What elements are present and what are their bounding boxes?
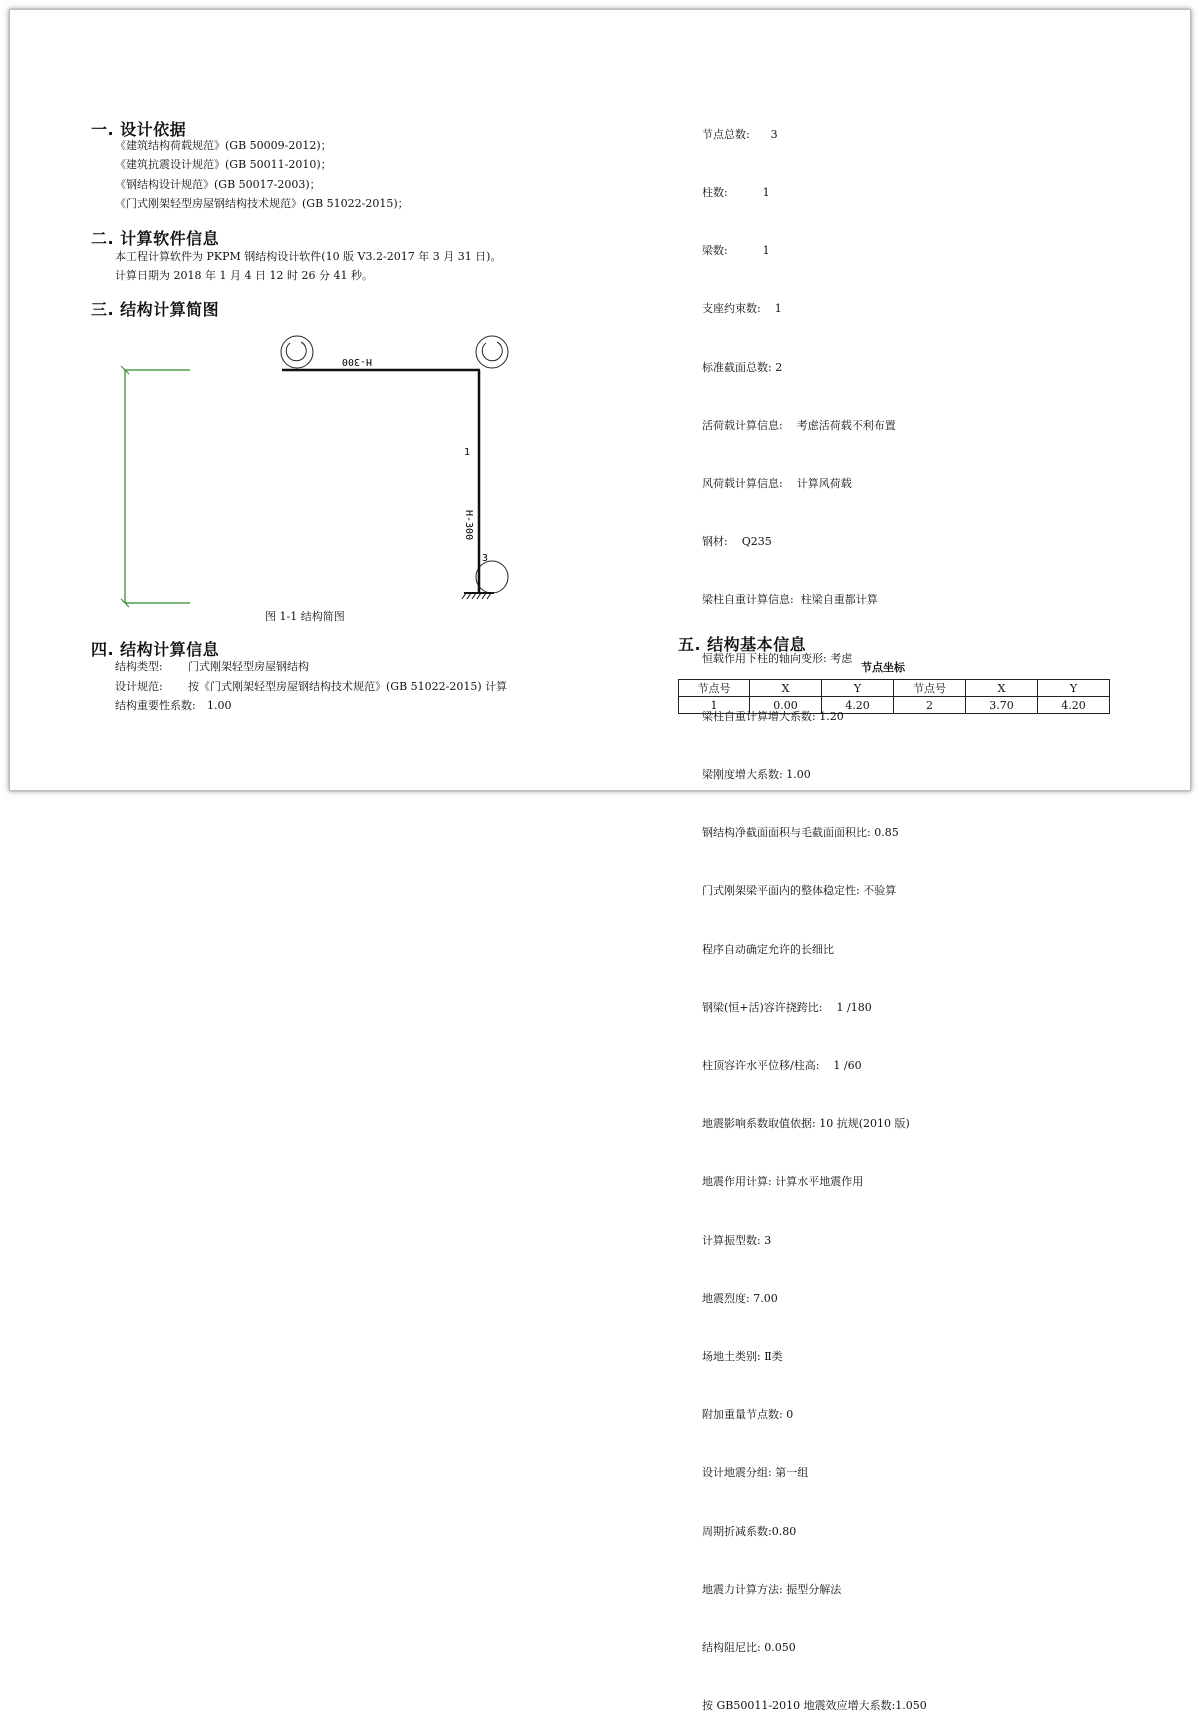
figure-caption: 图 1-1 结构简图 (265, 610, 345, 623)
section-heading-diagram: 三. 结构计算简图 (91, 300, 220, 319)
table-row (679, 697, 1110, 714)
structure-type-label: 结构类型: (115, 660, 163, 673)
table-title: 节点坐标 (861, 661, 905, 674)
table-cell: 3.70 (966, 697, 1038, 714)
list-item: 结构阻尼比: 0.050 (702, 1641, 796, 1655)
list-item: 《建筑抗震设计规范》(GB 50011-2010)； (115, 158, 332, 172)
table-cell: 2 (894, 697, 966, 714)
table-header-cell: X (750, 680, 822, 697)
list-item: 《钢结构设计规范》(GB 50017-2003)； (115, 177, 321, 191)
list-item: 《门式刚架轻型房屋钢结构技术规范》(GB 51022-2015)； (115, 197, 409, 211)
table-header-row (679, 680, 1110, 697)
list-item: 地震影响系数取值依据: 10 抗规(2010 版) (702, 1117, 910, 1131)
list-item: 梁刚度增大系数: 1.00 (702, 768, 811, 782)
importance-factor-label: 结构重要性系数: (115, 699, 196, 712)
section-heading-calc-info: 四. 结构计算信息 (91, 640, 220, 659)
list-item: 风荷载计算信息: 计算风荷载 (702, 477, 852, 491)
list-item: 程序自动确定允许的长细比 (702, 942, 834, 956)
list-item: 计算振型数: 3 (702, 1233, 772, 1247)
table-cell: 4.20 (1038, 697, 1110, 714)
software-info-line: 本工程计算软件为 PKPM 钢结构设计软件(10 版 V3.2-2017 年 3 月 31 日)。 (115, 250, 502, 263)
list-item: 地震烈度: 7.00 (702, 1291, 778, 1305)
list-item: 标准截面总数: 2 (702, 360, 783, 374)
list-item: 地震力计算方法: 振型分解法 (702, 1582, 842, 1596)
table-header-cell: X (966, 680, 1038, 697)
member-1-label: 1 (464, 447, 471, 458)
node-coordinates-table (678, 679, 1110, 714)
design-code-label: 设计规范: (115, 680, 163, 693)
section-heading-basic-info: 五. 结构基本信息 (678, 635, 807, 654)
importance-factor-value: 1.00 (207, 699, 232, 712)
list-item: 钢结构净截面面积与毛截面面积比: 0.85 (702, 826, 899, 840)
table-header-cell: 节点号 (894, 680, 966, 697)
section-heading-design-basis: 一. 设计依据 (91, 120, 187, 139)
node-1-circle (281, 336, 313, 368)
list-item: 附加重量节点数: 0 (702, 1408, 794, 1422)
list-item: 按 GB50011-2010 地震效应增大系数:1.050 (702, 1699, 927, 1713)
list-item: 柱数: 1 (702, 186, 770, 200)
list-item: 场地土类别: Ⅱ类 (702, 1350, 783, 1364)
column-section-label: H-300 (463, 510, 474, 541)
calc-info-list (702, 86, 927, 1735)
list-item: 梁柱自重计算信息: 柱梁自重都计算 (702, 593, 878, 607)
table-header-cell: Y (1038, 680, 1110, 697)
node-2-rotation-arrow (482, 342, 502, 361)
calc-date-line: 计算日期为 2018 年 1 月 4 日 12 时 26 分 41 秒。 (115, 269, 373, 282)
node-2-circle (476, 336, 508, 368)
design-code-value: 按《门式刚架轻型房屋钢结构技术规范》(GB 51022-2015) 计算 (188, 680, 508, 693)
table-cell: 1 (679, 697, 750, 714)
list-item: 地震作用计算: 计算水平地震作用 (702, 1175, 864, 1189)
design-basis-list (115, 136, 409, 214)
list-item: 梁数: 1 (702, 244, 770, 258)
list-item: 梁柱自重计算增大系数: 1.20 (702, 709, 844, 723)
section-heading-software: 二. 计算软件信息 (91, 229, 220, 248)
table-header-cell: 节点号 (679, 680, 750, 697)
list-item: 支座约束数: 1 (702, 302, 782, 316)
list-item: 设计地震分组: 第一组 (702, 1466, 809, 1480)
list-item: 钢材: Q235 (702, 535, 772, 549)
structure-type-value: 门式刚架轻型房屋钢结构 (188, 660, 309, 673)
table-cell: 4.20 (822, 697, 894, 714)
list-item: 钢梁(恒+活)容许挠跨比: 1 /180 (702, 1000, 872, 1014)
table-header-cell: Y (822, 680, 894, 697)
node-1-rotation-arrow (286, 342, 306, 361)
structure-diagram (110, 325, 530, 610)
list-item: 节点总数: 3 (702, 127, 778, 141)
table-cell: 0.00 (750, 697, 822, 714)
list-item: 周期折减系数:0.80 (702, 1524, 797, 1538)
beam-section-label: H-300 (341, 356, 372, 367)
node-3-circle (476, 561, 508, 593)
list-item: 恒载作用下柱的轴向变形: 考虑 (702, 651, 853, 665)
list-item: 《建筑结构荷载规范》(GB 50009-2012)； (115, 139, 332, 152)
list-item: 活荷载计算信息: 考虑活荷载不利布置 (702, 418, 896, 432)
list-item: 柱顶容许水平位移/柱高: 1 /60 (702, 1059, 862, 1073)
list-item: 门式刚架梁平面内的整体稳定性: 不验算 (702, 884, 897, 898)
node-3-label: 3 (482, 553, 489, 564)
